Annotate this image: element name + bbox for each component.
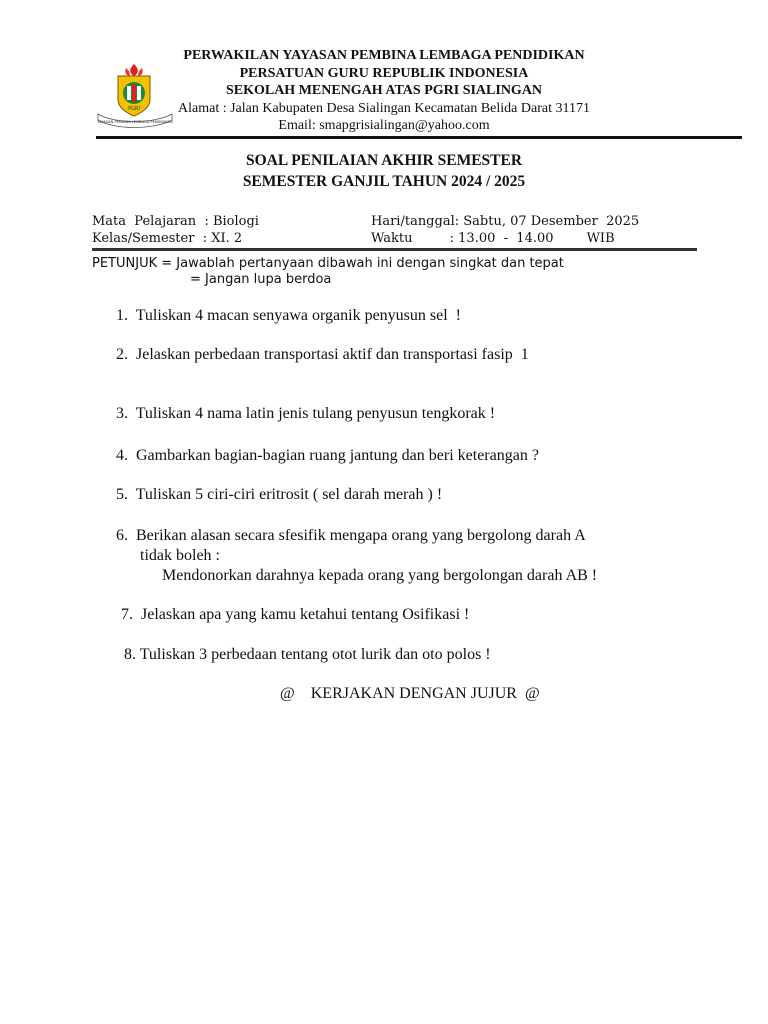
meta-divider bbox=[92, 248, 697, 251]
school-logo bbox=[94, 60, 182, 130]
time-field: Waktu : 13.00 - 14.00 WIB bbox=[371, 231, 615, 246]
logo-ribbon-text: YAYASAN PEMBINA LEMBAGA PENDIDIKAN bbox=[97, 120, 173, 124]
subject-field: Mata Pelajaran : Biologi bbox=[92, 214, 259, 229]
header-line-1: PERWAKILAN YAYASAN PEMBINA LEMBAGA PENDIDIKAN bbox=[183, 48, 585, 63]
header-email: Email: smapgrisialingan@yahoo.com bbox=[278, 118, 490, 133]
header-line-2: PERSATUAN GURU REPUBLIK INDONESIA bbox=[239, 66, 529, 81]
question-4: 4. Gambarkan bagian-bagian ruang jantung dan beri keterangan ? bbox=[116, 447, 539, 464]
exam-subtitle: SEMESTER GANJIL TAHUN 2024 / 2025 bbox=[242, 173, 526, 190]
instructions-line-1: PETUNJUK = Jawablah pertanyaan dibawah ini dengan singkat dan tepat bbox=[92, 256, 564, 271]
question-2: 2. Jelaskan perbedaan transportasi aktif dan transportasi fasip 1 bbox=[116, 346, 529, 363]
question-6-detail: Mendonorkan darahnya kepada orang yang bergolongan darah AB ! bbox=[162, 567, 598, 584]
question-8: 8. Tuliskan 3 perbedaan tentang otot lurik dan oto polos ! bbox=[124, 646, 491, 663]
question-3: 3. Tuliskan 4 nama latin jenis tulang penyusun tengkorak ! bbox=[116, 405, 496, 422]
exam-title: SOAL PENILAIAN AKHIR SEMESTER bbox=[245, 152, 523, 169]
question-6: 6. Berikan alasan secara sfesifik mengapa orang yang bergolong darah A bbox=[116, 527, 586, 544]
header-divider bbox=[96, 136, 742, 139]
question-7: 7. Jelaskan apa yang kamu ketahui tentang Osifikasi ! bbox=[121, 606, 470, 623]
header-line-3: SEKOLAH MENENGAH ATAS PGRI SIALINGAN bbox=[225, 83, 543, 98]
header-address: Alamat : Jalan Kabupaten Desa Sialingan Kecamatan Belida Darat 31171 bbox=[178, 101, 590, 116]
honesty-note: @ KERJAKAN DENGAN JUJUR @ bbox=[280, 685, 540, 702]
question-6-continued: tidak boleh : bbox=[140, 547, 220, 564]
class-field: Kelas/Semester : XI. 2 bbox=[92, 231, 243, 246]
question-1: 1. Tuliskan 4 macan senyawa organik penyusun sel ! bbox=[116, 307, 461, 324]
question-5: 5. Tuliskan 5 ciri-ciri eritrosit ( sel darah merah ) ! bbox=[116, 486, 443, 503]
date-field: Hari/tanggal: Sabtu, 07 Desember 2025 bbox=[371, 214, 640, 229]
instructions-line-2: = Jangan lupa berdoa bbox=[190, 272, 332, 287]
logo-text: PGRI bbox=[128, 106, 140, 112]
